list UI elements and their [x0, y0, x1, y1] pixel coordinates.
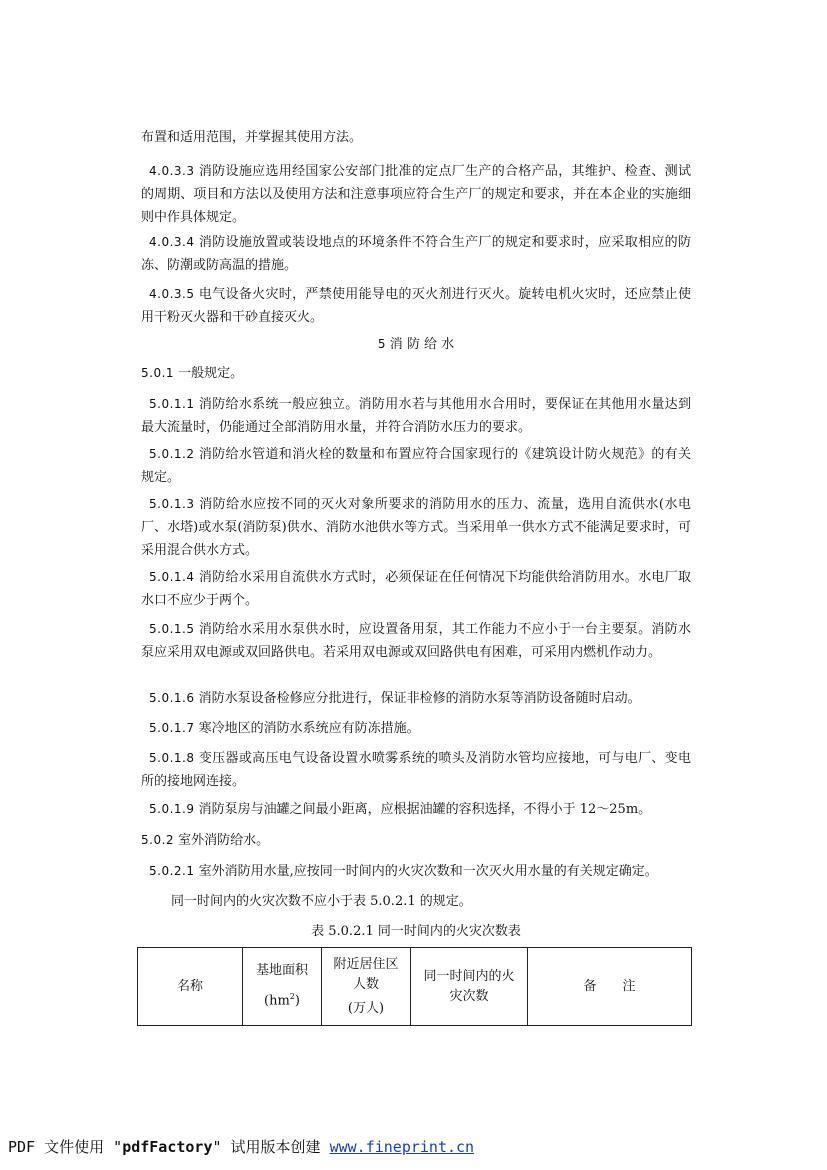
paragraph-text: 消防设施应选用经国家公安部门批准的定点厂生产的合格产品，其维护、检查、测试的周期、项目和方法以及使用方法和注意事项应符合生产厂的规定和要求，并在本企业的实施细则中作具体规定。	[141, 164, 691, 225]
section-heading	[141, 333, 691, 356]
clause-number: 5.0.1.9	[149, 802, 195, 816]
paragraph-text: 消防给水管道和消火栓的数量和布置应符合国家现行的《建筑设计防火规范》的有关规定。	[141, 447, 691, 485]
clause-number: 5.0.1.7	[149, 721, 195, 735]
clause-number: 5.0.1.4	[149, 570, 195, 584]
clause-number: 4.0.3.5	[149, 287, 195, 301]
paragraph-5-0-1	[141, 362, 691, 385]
header-remarks: 备 注	[528, 948, 692, 1026]
header-population	[322, 948, 411, 1026]
paragraph-4-0-3-4	[141, 231, 691, 277]
paragraph-5-0-2	[141, 829, 691, 852]
header-fire-count	[411, 948, 528, 1026]
paragraph-text: 消防给水系统一般应独立。消防用水若与其他用水合用时，要保证在其他用水量达到最大流量时，仍能通过全部消防用水量，并符合消防水压力的要求。	[141, 397, 691, 435]
paragraph-4-0-3-5	[141, 283, 691, 329]
paragraph-table-reference	[141, 890, 691, 913]
clause-number: 5.0.1	[141, 366, 175, 380]
paragraph-text: 消防给水采用水泵供水时，应设置备用泵，其工作能力不应小于一台主要泵。消防水泵应采用双电源或双回路供电。若采用双电源或双回路供电有困难，可采用内燃机作动力。	[141, 622, 691, 660]
area-unit-close: )	[294, 993, 300, 1009]
section-number: 5	[377, 337, 386, 351]
paragraph-5-0-1-1	[141, 393, 691, 439]
paragraph-5-0-1-3	[141, 493, 691, 562]
section-title: 消 防 给 水	[389, 337, 455, 352]
clause-number: 5.0.1.3	[149, 497, 195, 511]
header-name: 名称	[138, 948, 243, 1026]
paragraph-text: 变压器或高压电气设备设置水喷雾系统的喷头及消防水管均应接地，可与电厂、变电所的接地网连接。	[141, 751, 691, 789]
clause-number: 5.0.1.5	[149, 622, 195, 636]
paragraph-4-0-3-3	[141, 160, 691, 229]
paragraph-5-0-1-6	[141, 687, 691, 710]
table-header-row	[138, 948, 692, 1026]
clause-number: 5.0.1.6	[149, 691, 195, 705]
table-caption: 表 5.0.2.1 同一时间内的火灾次数表	[311, 924, 521, 939]
paragraph-5-0-1-7	[141, 717, 691, 740]
paragraph-text: 同一时间内的火灾次数不应小于表 5.0.2.1 的规定。	[171, 894, 472, 909]
paragraph-text: 消防给水采用自流供水方式时，必须保证在任何情况下均能供给消防用水。水电厂取水口不应少于两个。	[141, 570, 691, 608]
fire-count-table	[137, 947, 692, 1026]
paragraph-text: 消防泵房与油罐之间最小距离，应根据油罐的容积选择，不得小于 12～25m。	[194, 802, 652, 817]
paragraph-text: 电气设备火灾时，严禁使用能导电的灭火剂进行灭火。旋转电机火灾时，还应禁止使用干粉灭火器和干砂直接灭火。	[141, 287, 691, 325]
paragraph-5-0-1-4	[141, 566, 691, 612]
paragraph-text: 消防水泵设备检修应分批进行，保证非检修的消防水泵等消防设备随时启动。	[194, 691, 641, 706]
header-population-unit: (万人)	[347, 1000, 385, 1016]
paragraph-text: 寒冷地区的消防水系统应有防冻措施。	[194, 721, 420, 736]
paragraph-5-0-1-2	[141, 443, 691, 489]
paragraph-5-0-2-1	[141, 860, 691, 883]
footer-brand: pdfFactory	[122, 1138, 213, 1156]
clause-number: 4.0.3.4	[149, 235, 195, 249]
clause-number: 5.0.1.2	[149, 447, 195, 461]
paragraph-text: 消防设施放置或装设地点的环境条件不符合生产厂的规定和要求时，应采取相应的防冻、防潮或防高温的措施。	[141, 235, 691, 273]
footer-link[interactable]: www.fineprint.cn	[329, 1138, 475, 1156]
paragraph-5-0-1-5	[141, 618, 691, 664]
area-unit-superscript: 2	[289, 992, 295, 1002]
clause-number: 5.0.2	[141, 833, 175, 847]
clause-number: 5.0.1.1	[149, 397, 195, 411]
paragraph-text: 消防给水应按不同的灭火对象所要求的消防用水的压力、流量，选用自流供水(水电厂、水塔)或水泵(消防泵)供水、消防水池供水等方式。当采用单一供水方式不能满足要求时，可采用混合供水方式。	[141, 497, 691, 558]
paragraph-continuation	[141, 126, 691, 149]
paragraph-5-0-1-9	[141, 798, 691, 821]
area-unit-base: (hm	[264, 993, 290, 1009]
footer-middle: " 试用版本创建	[212, 1138, 330, 1156]
header-area-label: 基地面积	[255, 963, 308, 979]
header-population-label: 附近居住区人数	[333, 956, 399, 992]
header-fire-count-label: 同一时间内的火灾次数	[423, 968, 515, 1004]
clause-number: 4.0.3.3	[149, 164, 195, 178]
header-area-unit	[247, 987, 317, 1011]
clause-number: 5.0.2.1	[149, 864, 195, 878]
paragraph-text: 一般规定。	[174, 366, 244, 381]
paragraph-5-0-1-8	[141, 747, 691, 793]
pdf-footer	[8, 1136, 474, 1157]
paragraph-text: 室外消防用水量,应按同一时间内的火灾次数和一次灭火用水量的有关规定确定。	[194, 864, 658, 879]
paragraph-text: 室外消防给水。	[174, 833, 270, 848]
header-area	[243, 948, 322, 1026]
paragraph-text: 布置和适用范围，并掌握其使用方法。	[141, 130, 363, 145]
clause-number: 5.0.1.8	[149, 751, 195, 765]
footer-prefix: PDF 文件使用 "	[8, 1138, 123, 1156]
